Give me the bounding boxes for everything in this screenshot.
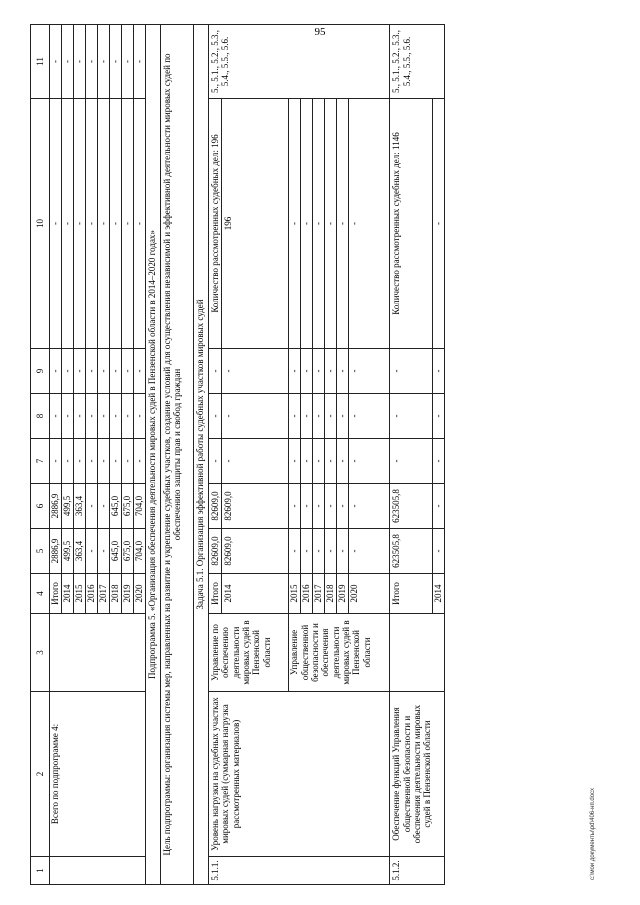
- value-cell: -: [110, 99, 122, 349]
- executor-cell: Управление общественной безопасности и обеспечения деятельности мировых судей в Пензенской области: [289, 614, 390, 692]
- value-cell: -: [313, 484, 325, 529]
- value-cell: -: [433, 349, 445, 394]
- header-cell: 10: [31, 99, 50, 349]
- indicator-cell: Количество рассмотренных судебных дел: 196: [209, 99, 222, 349]
- value-cell: -: [98, 484, 110, 529]
- header-cell: 1: [31, 857, 50, 885]
- year-cell: 2015: [74, 574, 86, 614]
- value-cell: -: [86, 99, 98, 349]
- value-cell: -: [134, 99, 146, 349]
- value-cell: -: [110, 349, 122, 394]
- value-cell: -: [134, 349, 146, 394]
- value-cell: 82609,0: [222, 484, 289, 529]
- value-cell: -: [122, 349, 134, 394]
- empty-cell: [50, 857, 146, 885]
- year-cell: 2020: [134, 574, 146, 614]
- value-cell: -: [313, 529, 325, 574]
- value-cell: -: [86, 394, 98, 439]
- value-cell: -: [337, 439, 349, 484]
- value-cell: 499,5: [62, 484, 74, 529]
- value-cell: -: [289, 529, 301, 574]
- value-cell: -: [62, 25, 74, 99]
- value-cell: -: [62, 439, 74, 484]
- value-cell: -: [289, 484, 301, 529]
- value-cell: -: [301, 394, 313, 439]
- header-cell: 3: [31, 614, 50, 692]
- value-cell: -: [349, 529, 390, 574]
- executor-cell: Управление по обеспечению деятельности мировых судей в Пензенской области: [209, 614, 289, 692]
- value-cell: -: [222, 394, 289, 439]
- header-cell: 2: [31, 692, 50, 857]
- value-cell: -: [98, 25, 110, 99]
- value-cell: -: [390, 394, 433, 439]
- value-cell: -: [337, 394, 349, 439]
- value-cell: -: [74, 394, 86, 439]
- value-cell: -: [325, 439, 337, 484]
- rotated-page-content: [30, 25, 580, 885]
- year-cell: 2018: [325, 574, 337, 614]
- value-cell: 675,0: [122, 484, 134, 529]
- value-cell: -: [50, 349, 62, 394]
- value-cell: -: [98, 349, 110, 394]
- value-cell: 499,5: [62, 529, 74, 574]
- value-cell: -: [86, 25, 98, 99]
- value-cell: -: [301, 484, 313, 529]
- value-cell: -: [289, 394, 301, 439]
- value-cell: -: [98, 439, 110, 484]
- value-cell: -: [433, 484, 445, 529]
- value-cell: -: [62, 349, 74, 394]
- value-cell: -: [301, 439, 313, 484]
- value-cell: -: [209, 394, 222, 439]
- value-cell: -: [74, 99, 86, 349]
- year-cell: Итого: [50, 574, 62, 614]
- page-number: 95: [314, 26, 326, 38]
- year-cell: Итого: [209, 574, 222, 614]
- value-cell: -: [110, 394, 122, 439]
- value-cell: -: [349, 484, 390, 529]
- footer-file-path: c:\мои документы\pd\406-нп.docx: [590, 787, 596, 880]
- value-cell: -: [74, 439, 86, 484]
- value-cell: -: [313, 439, 325, 484]
- value-cell: 704,0: [134, 529, 146, 574]
- value-cell: -: [50, 439, 62, 484]
- value-cell: -: [325, 349, 337, 394]
- value-cell: 704,0: [134, 484, 146, 529]
- header-cell: 5: [31, 529, 50, 574]
- year-cell: 2014: [62, 574, 74, 614]
- value-cell: -: [86, 439, 98, 484]
- value-cell: -: [337, 349, 349, 394]
- value-cell: -: [86, 349, 98, 394]
- value-cell: -: [86, 529, 98, 574]
- year-cell: 2016: [301, 574, 313, 614]
- header-cell: 8: [31, 394, 50, 439]
- value-cell: -: [433, 394, 445, 439]
- value-cell: 645,0: [110, 529, 122, 574]
- value-cell: -: [209, 349, 222, 394]
- year-cell: 2019: [337, 574, 349, 614]
- task-text: Задача 5.1. Организация эффективной работы судебных участков мировых судей: [194, 25, 209, 885]
- value-cell: 645,0: [110, 484, 122, 529]
- value-cell: -: [313, 349, 325, 394]
- value-cell: -: [122, 25, 134, 99]
- value-cell: 675,0: [122, 529, 134, 574]
- value-cell: 82609,0: [222, 529, 289, 574]
- value-cell: -: [390, 349, 433, 394]
- value-cell: -: [301, 349, 313, 394]
- header-cell: 9: [31, 349, 50, 394]
- header-cell: 6: [31, 484, 50, 529]
- header-cell: 7: [31, 439, 50, 484]
- value-cell: -: [62, 394, 74, 439]
- value-cell: -: [325, 394, 337, 439]
- year-cell: Итого: [390, 574, 433, 614]
- indicator-cell: -: [337, 99, 349, 349]
- year-cell: 2014: [222, 574, 289, 614]
- value-cell: -: [110, 439, 122, 484]
- target-indicators: 5., 5.1., 5.2., 5.3., 5.4., 5.5., 5.6.: [390, 25, 445, 99]
- value-cell: -: [289, 439, 301, 484]
- measure-row-5-1-2: [390, 25, 433, 885]
- year-cell: 2014: [433, 574, 445, 614]
- value-cell: -: [433, 529, 445, 574]
- value-cell: -: [74, 25, 86, 99]
- header-cell: 11: [31, 25, 50, 99]
- value-cell: -: [62, 99, 74, 349]
- year-cell: 2016: [86, 574, 98, 614]
- value-cell: 82609,0: [209, 484, 222, 529]
- year-cell: 2019: [122, 574, 134, 614]
- value-cell: -: [74, 349, 86, 394]
- indicator-cell: -: [289, 99, 301, 349]
- value-cell: -: [110, 25, 122, 99]
- value-cell: -: [86, 484, 98, 529]
- value-cell: -: [337, 484, 349, 529]
- measure-name: Обеспечение функций Управления общественной безопасности и обеспечения деятельности мировых судей в Пензенской области: [390, 692, 445, 857]
- value-cell: -: [222, 349, 289, 394]
- value-cell: 363,4: [74, 484, 86, 529]
- goal-row: [161, 25, 194, 885]
- year-cell: 2017: [313, 574, 325, 614]
- executor-cell: [390, 614, 445, 692]
- value-cell: -: [98, 394, 110, 439]
- value-cell: -: [134, 439, 146, 484]
- value-cell: -: [301, 529, 313, 574]
- value-cell: 623505,8: [390, 529, 433, 574]
- value-cell: -: [98, 99, 110, 349]
- goal-text: Цель подпрограммы: организация системы мер, направленных на развитие и укрепление судебных участков, создание условий для осуществления независимой и эффективной деятельности мировых судей по обеспечению защиты прав и свобод граждан: [161, 25, 194, 885]
- year-cell: 2020: [349, 574, 390, 614]
- program-table: [30, 24, 445, 885]
- measure-name: Уровень нагрузки на судебных участках мировых судей (суммарная нагрузка рассмотренных материалов): [209, 692, 390, 857]
- value-cell: 2886,9: [50, 529, 62, 574]
- value-cell: -: [222, 439, 289, 484]
- year-cell: 2015: [289, 574, 301, 614]
- value-cell: -: [337, 529, 349, 574]
- value-cell: -: [325, 484, 337, 529]
- subprogram-row: [146, 25, 161, 885]
- year-cell: 2018: [110, 574, 122, 614]
- indicator-cell: -: [325, 99, 337, 349]
- year-cell: 2017: [98, 574, 110, 614]
- empty-cell: [50, 614, 146, 692]
- value-cell: -: [349, 439, 390, 484]
- indicator-cell: 196: [222, 99, 289, 349]
- value-cell: -: [98, 529, 110, 574]
- header-cell: 4: [31, 574, 50, 614]
- value-cell: -: [122, 439, 134, 484]
- subprogram-title: Подпрограмма 5. «Организация обеспечения деятельности мировых судей в Пензенской области в 2014–2020 годах»: [146, 25, 161, 885]
- value-cell: -: [325, 529, 337, 574]
- target-indicators: 5., 5.1., 5.2., 5.3., 5.4., 5.5., 5.6.: [209, 25, 390, 99]
- measure-number: 5.1.1.: [209, 857, 390, 885]
- measure-number: 5.1.2.: [390, 857, 445, 885]
- value-cell: -: [50, 99, 62, 349]
- indicator-cell: Количество рассмотренных судебных дел: 1146: [390, 99, 433, 349]
- header-row: [31, 25, 50, 885]
- indicator-cell: -: [301, 99, 313, 349]
- indicator-cell: -: [433, 99, 445, 349]
- task-row: [194, 25, 209, 885]
- total-row: [50, 25, 62, 885]
- value-cell: -: [122, 394, 134, 439]
- value-cell: -: [390, 439, 433, 484]
- value-cell: -: [313, 394, 325, 439]
- indicator-cell: -: [313, 99, 325, 349]
- value-cell: -: [134, 25, 146, 99]
- value-cell: 363,4: [74, 529, 86, 574]
- value-cell: 82609,0: [209, 529, 222, 574]
- value-cell: -: [433, 439, 445, 484]
- value-cell: 623505,8: [390, 484, 433, 529]
- value-cell: -: [349, 394, 390, 439]
- value-cell: -: [134, 394, 146, 439]
- total-label: Всего по подпрограмме 4:: [50, 692, 146, 857]
- measure-row-5-1-1: [209, 25, 222, 885]
- indicator-cell: -: [349, 99, 390, 349]
- value-cell: -: [289, 349, 301, 394]
- value-cell: 2886,9: [50, 484, 62, 529]
- value-cell: -: [209, 439, 222, 484]
- value-cell: -: [50, 25, 62, 99]
- value-cell: -: [50, 394, 62, 439]
- value-cell: -: [122, 99, 134, 349]
- value-cell: -: [349, 349, 390, 394]
